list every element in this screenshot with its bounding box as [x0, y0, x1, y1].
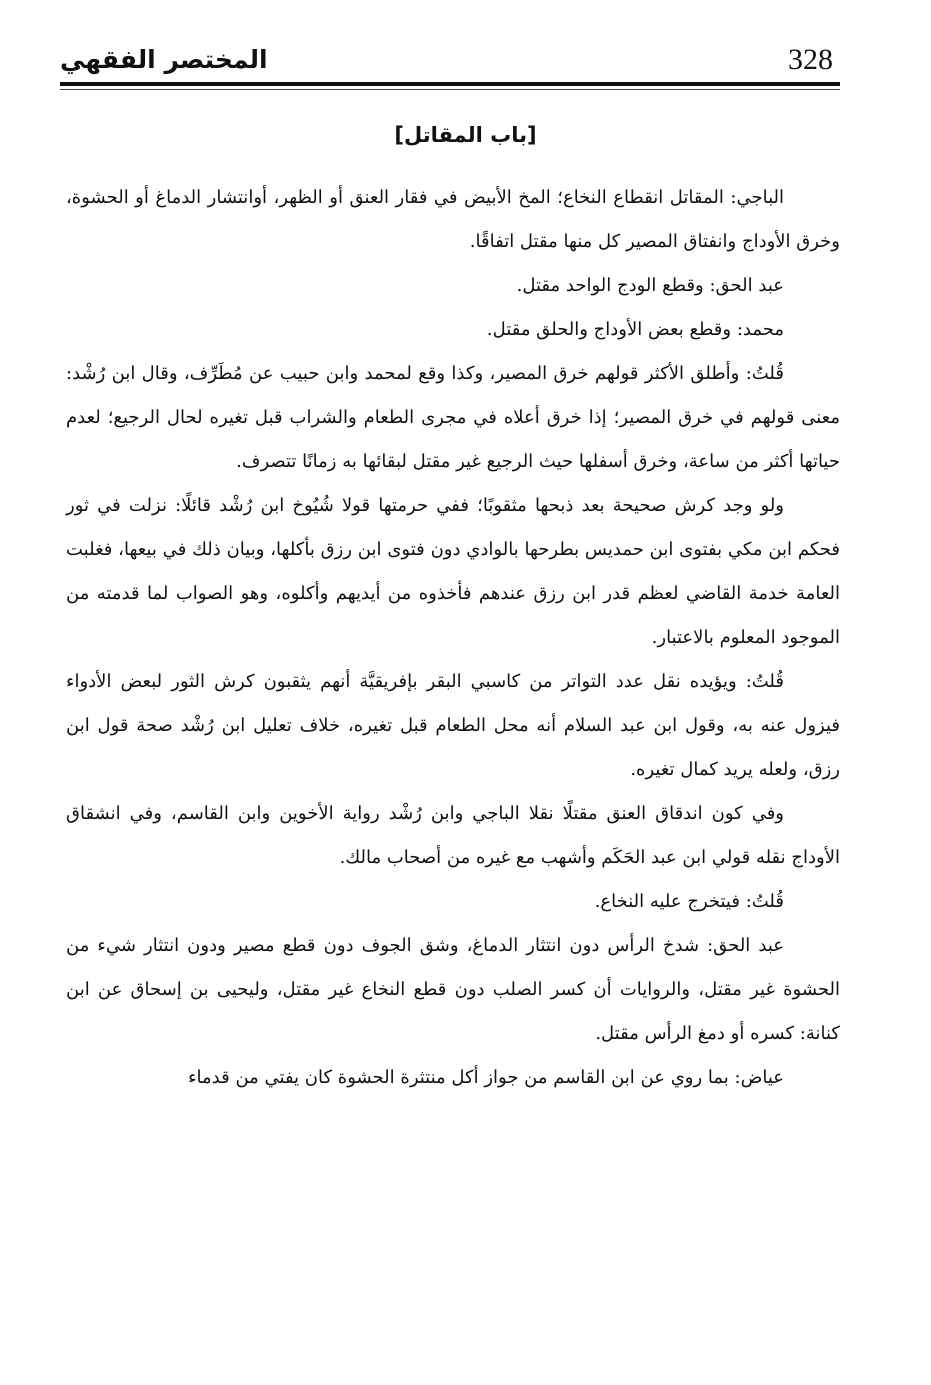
header-rule-thin — [60, 89, 840, 90]
header-rule-thick — [60, 82, 840, 86]
paragraph: عبد الحق: شدخ الرأس دون انتثار الدماغ، وشق الجوف دون قطع مصير ودون انتثار شيء من الحشوة غير مقتل، والروايات أن كسر الصلب دون قطع النخاع غير مقتل، وليحيى بن إسحاق عن ابن كنانة: كسره أو دمغ الرأس مقتل. — [66, 935, 840, 1044]
paragraph: قُلتُ: ويؤيده نقل عدد التواتر من كاسبي البقر بإفريقيَّة أنهم يثقبون كرش الثور لبعض الأدواء فيزول عنه به، وقول ابن عبد السلام أنه محل الطعام قبل تغيره، خلاف تعليل ابن رُشْد صحة قول ابن رزق، ولعله يريد كمال تغيره. — [66, 671, 840, 780]
paragraph: عبد الحق: وقطع الودج الواحد مقتل. — [516, 275, 784, 296]
running-title: المختصر الفقهي — [60, 45, 268, 74]
section-heading: [باب المقاتل] — [394, 123, 537, 147]
page-header — [60, 38, 840, 88]
paragraph: الباجي: المقاتل انقطاع النخاع؛ المخ الأبيض في فقار العنق أو الظهر، أوانتشار الدماغ أو الحشوة، وخرق الأوداج وانفتاق المصير كل منها مقتل اتفاقًا. — [66, 187, 840, 252]
page-number: 328 — [788, 43, 833, 76]
paragraph: ولو وجد كرش صحيحة بعد ذبحها مثقوبًا؛ ففي حرمتها قولا شُيُوخ ابن رُشْد قائلًا: نزلت في ثور فحكم ابن مكي بفتوى ابن حمديس بطرحها بالوادي دون فتوى ابن رزق بأكلها، وبيان ذلك في بيعها، فغلبت العامة خدمة القاضي لعظم قدر ابن رزق عندهم فأخذوه من أيديهم وأكلوه، وهو الصواب لما قدمته من الموجود المعلوم بالاعتبار. — [66, 495, 840, 648]
paragraph: وفي كون اندقاق العنق مقتلًا نقلا الباجي وابن رُشْد رواية الأخوين وابن القاسم، وفي انشقاق الأوداج نقله قولي ابن عبد الحَكَم وأشهب مع غيره من أصحاب مالك. — [66, 803, 840, 868]
paragraph: قُلتُ: فيتخرج عليه النخاع. — [594, 891, 784, 912]
paragraph: عياض: بما روي عن ابن القاسم من جواز أكل منتثرة الحشوة كان يفتي من قدماء — [188, 1067, 784, 1088]
paragraph: قُلتُ: وأطلق الأكثر قولهم خرق المصير، وكذا وقع لمحمد وابن حبيب عن مُطَرِّف، وقال ابن رُشْد: معنى قولهم في خرق المصير؛ إذا خرق أعلاه في مجرى الطعام والشراب قبل تغيره لحال الرجيع؛ لعدم حياتها أكثر من ساعة، وخرق أسفلها حيث الرجيع غير مقتل لبقائها به زمانًا تتصرف. — [66, 363, 840, 472]
paragraph: محمد: وقطع بعض الأوداج والحلق مقتل. — [486, 319, 784, 340]
body-text — [66, 176, 840, 1100]
